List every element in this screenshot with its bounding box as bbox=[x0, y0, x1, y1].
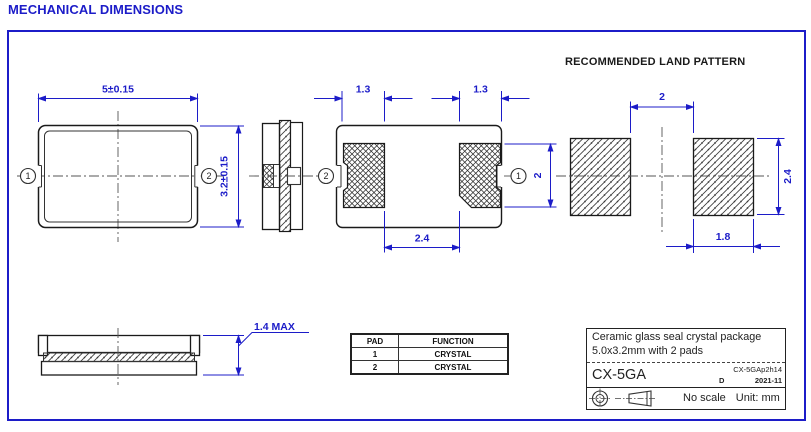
description-line1: Ceramic glass seal crystal package bbox=[592, 331, 762, 343]
land-pad-right bbox=[694, 139, 754, 216]
top-view-outline bbox=[39, 126, 198, 228]
scale-note: No scale bbox=[683, 392, 726, 405]
dim-label-body-width: 5±0.15 bbox=[101, 83, 135, 96]
dim-label-pad-width-left: 1.3 bbox=[355, 83, 371, 96]
title-block bbox=[586, 328, 786, 410]
title-block-description bbox=[587, 329, 785, 363]
table-cell-function1: CRYSTAL bbox=[399, 348, 509, 361]
table-row bbox=[351, 348, 508, 361]
profile-seal-layer bbox=[44, 353, 195, 362]
pin1-label: 1 bbox=[25, 171, 31, 182]
dim-land-gap bbox=[631, 91, 694, 133]
table-header-pad: PAD bbox=[351, 334, 399, 348]
third-angle-projection-icon bbox=[587, 388, 673, 409]
top-view bbox=[17, 84, 244, 243]
dim-label-body-height: 3.2±0.15 bbox=[218, 156, 231, 197]
dim-pad-width-left bbox=[314, 84, 413, 122]
part-number: CX-5GA bbox=[592, 366, 646, 383]
title-block-footer bbox=[587, 388, 785, 409]
dim-max-height bbox=[203, 321, 309, 375]
land-pad-left bbox=[571, 139, 631, 216]
dim-label-land-gap: 2 bbox=[659, 91, 665, 103]
pin1-label-bottom: 1 bbox=[515, 171, 522, 182]
land-pattern-heading: RECOMMENDED LAND PATTERN bbox=[565, 56, 746, 68]
bottom-view bbox=[314, 84, 557, 253]
page-title: MECHANICAL DIMENSIONS bbox=[8, 2, 184, 17]
dim-label-pad-width-right: 1.3 bbox=[473, 83, 488, 96]
drawing-number: CX-5GAp2h14 bbox=[733, 364, 782, 374]
bottom-view-pad2 bbox=[344, 144, 385, 208]
dim-label-max-height: 1.4 MAX bbox=[254, 321, 295, 333]
pad-function-table bbox=[350, 333, 509, 375]
table-cell-function2: CRYSTAL bbox=[399, 361, 509, 375]
date: 2021-11 bbox=[754, 375, 782, 385]
table-header-row bbox=[351, 334, 508, 348]
bottom-view-pad1 bbox=[460, 144, 501, 208]
pin2-label: 2 bbox=[206, 171, 212, 182]
profile-view bbox=[39, 321, 310, 385]
side-view bbox=[249, 121, 334, 232]
revision: D bbox=[719, 375, 725, 385]
dim-label-land-height: 2.4 bbox=[782, 169, 794, 184]
unit-note: Unit: mm bbox=[735, 392, 780, 405]
title-block-middle bbox=[587, 363, 785, 388]
pin2-label-side: 2 bbox=[323, 171, 329, 182]
dim-land-height bbox=[757, 139, 794, 215]
dim-label-pad-height: 2 bbox=[532, 172, 544, 179]
dim-label-pad-gap: 2.4 bbox=[414, 232, 430, 245]
land-pattern bbox=[556, 91, 794, 253]
document-info bbox=[716, 363, 785, 387]
table-cell-pad2: 2 bbox=[351, 361, 399, 375]
dim-land-width bbox=[666, 219, 780, 253]
profile-base bbox=[42, 362, 197, 376]
table-cell-pad1: 1 bbox=[351, 348, 399, 361]
description-line2: 5.0x3.2mm with 2 pads bbox=[592, 344, 704, 357]
profile-lid bbox=[39, 336, 200, 353]
dim-label-land-width: 1.8 bbox=[715, 231, 731, 243]
dim-pad-width-right bbox=[432, 84, 530, 122]
table-row bbox=[351, 361, 508, 375]
table-header-function: FUNCTION bbox=[399, 334, 509, 348]
